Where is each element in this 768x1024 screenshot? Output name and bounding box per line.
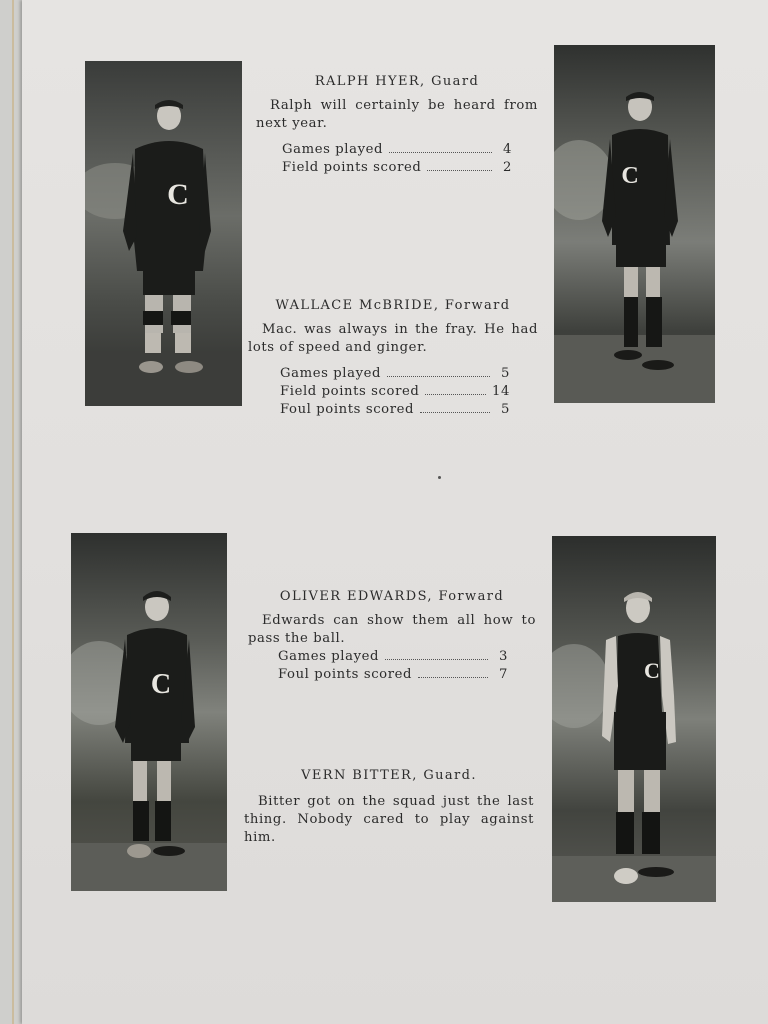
stat-value: 14 <box>492 384 510 399</box>
stat-row <box>280 365 510 383</box>
leader-dots <box>389 152 492 153</box>
player-blurb: Ralph will certainly be heard from next year. <box>256 98 538 131</box>
leader-dots <box>387 376 490 377</box>
player-heading: RALPH HYER, Guard <box>314 74 480 89</box>
jersey-letter: C <box>167 178 189 211</box>
binding-edge <box>12 0 14 1024</box>
stats-list <box>280 365 510 419</box>
stat-label: Foul points scored <box>278 667 413 682</box>
player-heading: OLIVER EDWARDS, Forward <box>279 589 505 604</box>
stat-label: Field points scored <box>280 384 420 399</box>
stat-label: Foul points scored <box>280 402 415 417</box>
stat-row <box>280 383 510 401</box>
player-heading: VERN BITTER, Guard. <box>301 768 477 783</box>
player-entry-mcbride <box>248 297 538 419</box>
player-name: WALLACE McBRIDE <box>275 298 434 313</box>
stat-value: 4 <box>503 142 512 157</box>
player-photo-edwards <box>71 533 227 891</box>
stats-list <box>282 141 512 177</box>
stat-value: 2 <box>503 160 512 175</box>
stat-row <box>278 666 508 684</box>
stat-label: Games played <box>278 649 380 664</box>
player-photo-mcbride <box>554 45 715 403</box>
player-blurb: Bitter got on the squad just the last thing. Nobody cared to play against him. <box>244 794 534 845</box>
player-position: Guard <box>431 74 480 89</box>
player-name: VERN BITTER <box>301 768 413 783</box>
stat-value: 7 <box>499 667 508 682</box>
player-entry-edwards <box>248 588 536 684</box>
jersey-letter: C <box>644 658 660 683</box>
player-heading: WALLACE McBRIDE, Forward <box>275 298 511 313</box>
leader-dots <box>418 677 488 678</box>
leader-dots <box>385 659 488 660</box>
player-entry-bitter <box>244 767 534 847</box>
leader-dots <box>420 412 490 413</box>
player-position: Forward <box>438 589 505 604</box>
player-position: Guard. <box>423 768 477 783</box>
stat-row <box>282 159 512 177</box>
player-photo-hyer <box>85 61 242 406</box>
player-position: Forward <box>444 298 511 313</box>
stat-value: 5 <box>501 366 510 381</box>
player-name: OLIVER EDWARDS <box>279 589 428 604</box>
leader-dots <box>425 394 486 395</box>
leader-dots <box>427 170 492 171</box>
stats-list <box>278 648 508 684</box>
stat-label: Games played <box>280 366 382 381</box>
stat-value: 3 <box>499 649 508 664</box>
player-photo-bitter <box>552 536 716 902</box>
stat-label: Field points scored <box>282 160 422 175</box>
player-entry-hyer <box>256 73 538 177</box>
print-speck <box>438 476 441 479</box>
stat-label: Games played <box>282 142 384 157</box>
stat-row <box>280 401 510 419</box>
yearbook-page <box>22 0 768 1024</box>
stat-row <box>282 141 512 159</box>
jersey-letter: C <box>150 669 172 700</box>
stat-value: 5 <box>501 402 510 417</box>
player-blurb: Mac. was always in the fray. He had lots of speed and ginger. <box>248 322 538 355</box>
player-blurb: Edwards can show them all how to pass the ball. <box>248 613 536 646</box>
stat-row <box>278 648 508 666</box>
player-name: RALPH HYER <box>314 74 421 89</box>
jersey-letter: C <box>621 163 639 189</box>
